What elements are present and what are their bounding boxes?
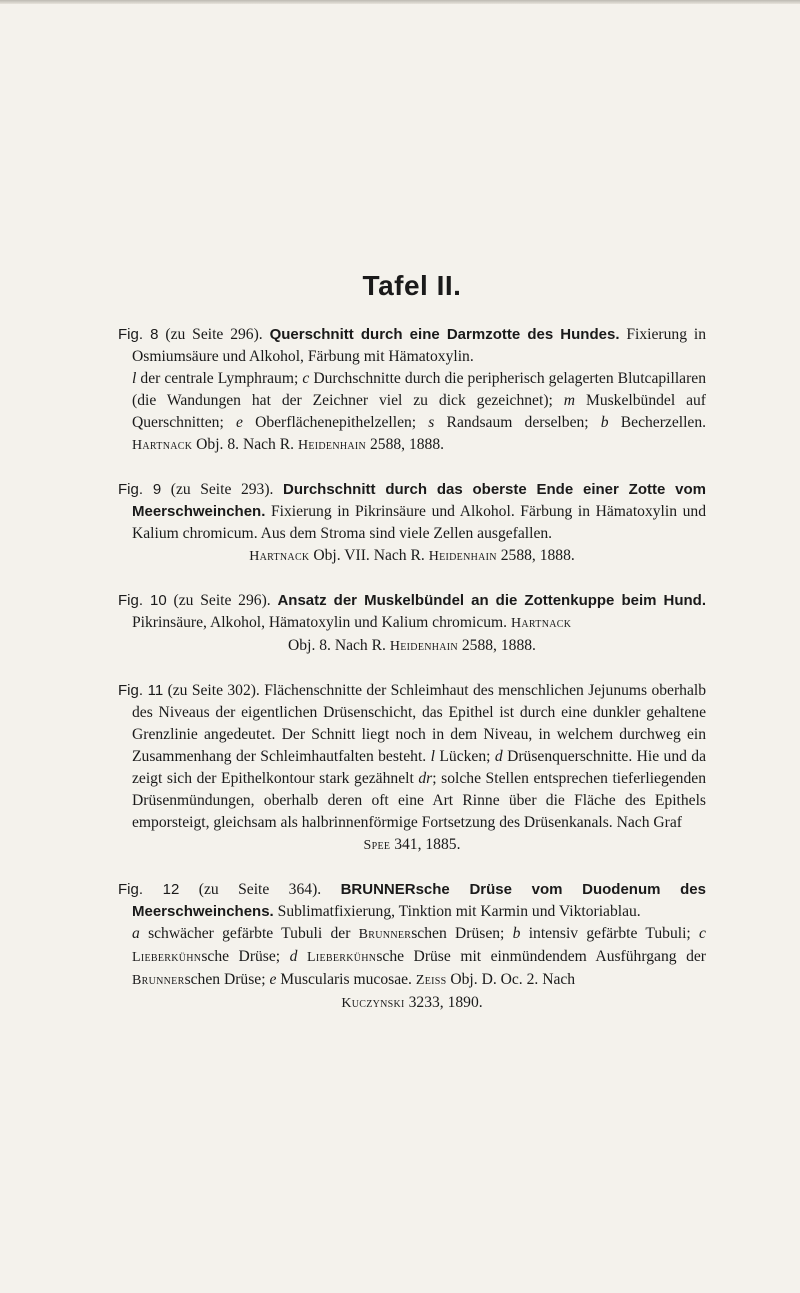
label-text: schen Drüsen;: [411, 925, 505, 942]
figure-heading: Durchschnitt durch das oberste Ende einer Zotte vom Meerschweinchen.: [132, 481, 707, 520]
figure-entry-11: [118, 680, 706, 857]
citation-line: [132, 635, 706, 658]
label-key: s: [428, 414, 435, 431]
figure-description: Fixierung in Pikrinsäure und Alkohol. Färbung in Hämatoxylin und Kalium chromicum. Aus dem Stroma sind viele Zellen ausgefallen.: [132, 503, 707, 542]
author-name: Brunner: [132, 973, 185, 988]
label-key: d: [289, 948, 298, 965]
figure-entry-8: [118, 324, 706, 457]
author-name: Lieberkühn: [307, 950, 377, 965]
page-reference: (zu Seite 302).: [167, 682, 260, 699]
label-key: l: [430, 748, 435, 765]
label-text: Muscularis mucosae.: [280, 971, 412, 988]
citation-text: Obj. 8. Nach R.: [288, 637, 386, 654]
label-text: Muskelbündel auf Querschnitten;: [132, 392, 706, 431]
citation-line: [132, 834, 706, 857]
label-key: c: [302, 370, 310, 387]
page-top-edge: [0, 0, 800, 4]
label-text: sche Drüse;: [201, 948, 281, 965]
label-text: Oberflächenepithelzellen;: [255, 414, 417, 431]
author-name: Hartnack: [510, 616, 572, 631]
label-text: Becherzellen.: [620, 414, 707, 431]
label-key: l: [132, 370, 137, 387]
label-text: sche Drüse mit einmündendem Ausführgang der: [376, 948, 707, 965]
figure-number: Fig. 12: [118, 881, 180, 898]
author-name: Heidenhain: [389, 639, 458, 654]
author-name: Hartnack: [249, 549, 310, 564]
label-key: a: [132, 925, 140, 942]
author-name: Heidenhain: [297, 438, 367, 453]
page-reference: (zu Seite 364).: [198, 881, 322, 898]
citation-text: Obj. VII. Nach R.: [313, 547, 425, 564]
label-key: c: [699, 925, 706, 942]
citation-text: Obj. D. Oc. 2. Nach: [450, 971, 576, 988]
label-text: ; solche Stellen entsprechen tieferliegenden Drüsenmündungen, oberhalb deren oft eine Art Rinne über die Fläche des Epithels emporsteigt, gleichsam als halbrinnenförmige Fortsetzung des Drüsenkanals. Nach Graf: [132, 770, 706, 831]
label-key: e: [269, 971, 277, 988]
author-name: Zeiss: [415, 973, 447, 988]
label-text: Lücken;: [439, 748, 491, 765]
label-key: b: [512, 925, 521, 942]
citation-text: 2588, 1888.: [500, 547, 575, 564]
page-reference: (zu Seite 293).: [170, 481, 274, 498]
label-text: Drüsenquerschnitte. Hie und da zeigt sich der Epithelkontour stark gezähnelt: [132, 748, 707, 787]
figure-entry-10: [118, 590, 706, 658]
label-key: m: [563, 392, 576, 409]
label-text: intensiv gefärbte Tubuli;: [528, 925, 691, 942]
citation-line: [132, 545, 706, 568]
citation-text: 2588, 1888.: [369, 436, 445, 453]
citation-text: 341, 1885.: [394, 836, 461, 853]
figure-number: Fig. 8: [118, 326, 159, 343]
figure-description: Fixierung in Osmiumsäure und Alkohol, Färbung mit Hämatoxylin.: [132, 326, 706, 365]
label-key: e: [235, 414, 243, 431]
label-text: der centrale Lymphraum;: [140, 370, 299, 387]
plate-title: Tafel II.: [362, 270, 462, 301]
figure-heading: Ansatz der Muskelbündel an die Zottenkuppe beim Hund.: [277, 592, 706, 609]
figure-heading: Querschnitt durch eine Darmzotte des Hundes.: [269, 326, 620, 343]
label-key: d: [494, 748, 503, 765]
citation-text: 2588, 1888.: [461, 637, 536, 654]
label-text: schwächer gefärbte Tubuli der: [148, 925, 351, 942]
page-reference: (zu Seite 296).: [165, 326, 263, 343]
figure-number: Fig. 9: [118, 481, 162, 498]
citation-line: [132, 992, 706, 1015]
citation-text: Obj. 8. Nach R.: [196, 436, 295, 453]
author-name: Brunner: [358, 927, 412, 942]
label-text: Durchschnitte durch die peripherisch gelagerten Blutcapillaren (die Wandungen hat der Zeichner viel zu dick gezeichnet);: [132, 370, 707, 409]
author-name: Lieberkühn: [132, 950, 202, 965]
citation-text: 3233, 1890.: [408, 994, 483, 1011]
author-name: Spee: [363, 838, 391, 853]
author-name: Kuczynski: [341, 996, 405, 1011]
page-reference: (zu Seite 296).: [173, 592, 271, 609]
plate-legend-page: [118, 270, 706, 1037]
figure-number: Fig. 10: [118, 592, 167, 609]
label-text: schen Drüse;: [184, 971, 266, 988]
figure-number: Fig. 11: [118, 682, 164, 699]
label-text: Randsaum derselben;: [446, 414, 589, 431]
figure-description: Flächenschnitte der Schleimhaut des menschlichen Jejunums oberhalb des Niveaus der eigentlichen Drüsenschicht, das Epithel ist durch eine dunkler gehaltene Grenzlinie angedeutet. Der Schnitt liegt noch in dem Niveau, in welchem durchweg ein Zusammenhang der Schleimhautfalten besteht.: [132, 682, 707, 765]
figure-entry-12: [118, 879, 706, 1015]
figure-heading: BRUNNERsche Drüse vom Duodenum des Meerschweinchens.: [132, 881, 706, 920]
figure-entry-9: [118, 479, 706, 568]
author-name: Heidenhain: [428, 549, 497, 564]
figure-description: Sublimatfixierung, Tinktion mit Karmin und Viktoriablau.: [277, 903, 641, 920]
author-name: Hartnack: [132, 438, 193, 453]
label-key: dr: [418, 770, 433, 787]
label-key: b: [600, 414, 609, 431]
figure-description: Pikrinsäure, Alkohol, Hämatoxylin und Kalium chromicum.: [132, 614, 508, 631]
